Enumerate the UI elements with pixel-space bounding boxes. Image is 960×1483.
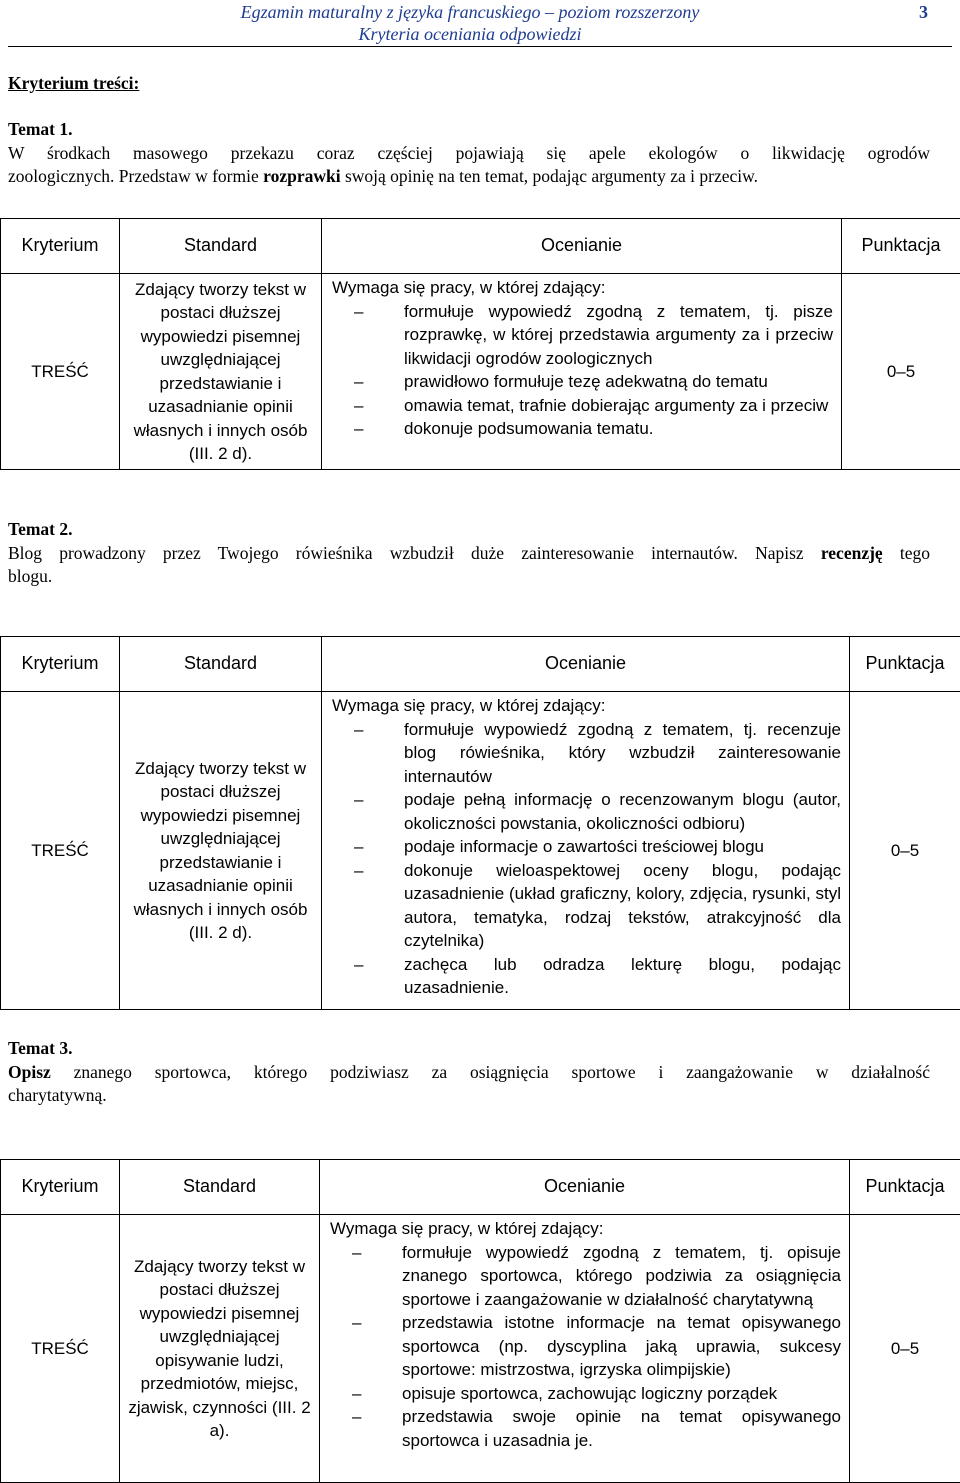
table-header-row: [1, 637, 960, 692]
exam-title: Egzamin maturalny z języka francuskiego – poziom rozszerzony: [240, 2, 700, 22]
requirement-item: – podaje pełną informację o recenzowanym blogu (autor, okoliczności powstania, okoliczności odbioru): [322, 788, 849, 835]
requirement-item: – formułuje wypowiedź zgodną z tematem, tj. opisuje znanego sportowca, którego podziwia za osiągnięcia sportowe i zaangażowanie w działalność charytatywną: [320, 1241, 849, 1312]
standard-cell: Zdający tworzy tekst w postaci dłuższej wypowiedzi pisemnej uwzględniającej przedstawianie i uzasadnianie opinii własnych i innych osób (III. 2 d).: [120, 274, 322, 470]
prompt-form-keyword: rozprawki: [263, 166, 341, 186]
requirement-item: – dokonuje podsumowania tematu.: [322, 417, 841, 441]
topic-3: [8, 1037, 930, 1108]
ocenianie-cell: [320, 1215, 850, 1483]
requirement-item: – podaje informacje o zawartości treściowej blogu: [322, 835, 849, 859]
topic-1: [8, 118, 930, 189]
prompt-text: znanego sportowca, którego podziwiasz za osiągnięcia sportowe i zaangażowanie w działalność: [50, 1061, 930, 1082]
kryterium-cell: TREŚĆ: [1, 692, 120, 1010]
topic-prompt-line: W środkach masowego przekazu coraz częściej pojawiają się apele ekologów o likwidację ogrodów: [8, 142, 930, 163]
requirements-list: [322, 300, 841, 441]
header-kryterium: Kryterium: [1, 219, 120, 274]
requirement-item: – formułuje wypowiedź zgodną z tematem, tj. recenzuje blog rówieśnika, który wzbudził zainteresowanie internautów: [322, 718, 849, 789]
requirement-item: – przedstawia istotne informacje na temat opisywanego sportowca (np. dyscyplina jaką uprawia, sukcesy sportowe: mistrzostwa, igrzyska olimpijskie): [320, 1311, 849, 1382]
prompt-form-keyword: recenzję: [820, 542, 883, 563]
prompt-text: zoologicznych. Przedstaw w formie: [8, 166, 264, 186]
header-divider: [8, 46, 952, 47]
table-header-row: [1, 1160, 960, 1215]
topic-prompt-line: [8, 542, 930, 566]
requirement-item: – formułuje wypowiedź zgodną z tematem, tj. pisze rozprawkę, w której przedstawia argumenty za i przeciw likwidacji ogrodów zoologicznych: [322, 300, 841, 371]
header-standard: Standard: [120, 1160, 320, 1215]
table-row: [1, 692, 960, 1010]
table-row: [1, 1215, 960, 1483]
requirement-item: – opisuje sportowca, zachowując logiczny porządek: [320, 1382, 849, 1406]
criterion-heading: Kryterium treści:: [8, 73, 140, 93]
page-header: [0, 0, 960, 46]
punktacja-cell: 0–5: [850, 692, 960, 1010]
criteria-table-2: [0, 636, 960, 1010]
punktacja-cell: 0–5: [842, 274, 960, 470]
kryterium-cell: TREŚĆ: [1, 1215, 120, 1483]
header-ocenianie: Ocenianie: [322, 219, 842, 274]
kryterium-cell: TREŚĆ: [1, 274, 120, 470]
standard-cell: Zdający tworzy tekst w postaci dłuższej wypowiedzi pisemnej uwzględniającej przedstawianie i uzasadnianie opinii własnych i innych osób (III. 2 d).: [120, 692, 322, 1010]
topic-title: Temat 3.: [8, 1038, 73, 1058]
requirement-item: – przedstawia swoje opinie na temat opisywanego sportowca i uzasadnia je.: [320, 1405, 849, 1452]
header-punktacja: Punktacja: [850, 1160, 960, 1215]
table-header-row: [1, 219, 960, 274]
topic-prompt-line: [8, 165, 930, 189]
header-standard: Standard: [120, 637, 322, 692]
requirement-item: – prawidłowo formułuje tezę adekwatną do tematu: [322, 370, 841, 394]
header-ocenianie: Ocenianie: [322, 637, 850, 692]
topic-title: Temat 1.: [8, 119, 73, 139]
prompt-text: tego: [882, 542, 930, 563]
requirements-list: [322, 718, 849, 1000]
requirements-intro: Wymaga się pracy, w której zdający:: [332, 278, 606, 297]
punktacja-cell: 0–5: [850, 1215, 960, 1483]
criteria-table-1: [0, 218, 960, 470]
page-number: 3: [919, 2, 928, 22]
topic-prompt-line: [8, 1061, 930, 1085]
ocenianie-cell: [322, 274, 842, 470]
criteria-table-3: [0, 1159, 960, 1483]
topic-prompt-line: blogu.: [8, 566, 53, 586]
prompt-form-keyword: Opisz: [8, 1061, 51, 1082]
header-punktacja: Punktacja: [842, 219, 960, 274]
topic-prompt-line: charytatywną.: [8, 1085, 107, 1105]
header-kryterium: Kryterium: [1, 1160, 120, 1215]
requirements-list: [320, 1241, 849, 1453]
requirements-intro: Wymaga się pracy, w której zdający:: [330, 1219, 604, 1238]
standard-cell: Zdający tworzy tekst w postaci dłuższej wypowiedzi pisemnej uwzględniającej opisywanie ludzi, przedmiotów, miejsc, zjawisk, czynności (III. 2 a).: [120, 1215, 320, 1483]
requirement-item: – omawia temat, trafnie dobierając argumenty za i przeciw: [322, 394, 841, 418]
prompt-text: Blog prowadzony przez Twojego rówieśnika wzbudził duże zainteresowanie internautów. Napisz: [8, 542, 821, 563]
exam-subtitle: Kryteria oceniania odpowiedzi: [358, 24, 582, 44]
topic-title: Temat 2.: [8, 519, 73, 539]
header-punktacja: Punktacja: [850, 637, 960, 692]
prompt-text: swoją opinię na ten temat, podając argumenty za i przeciw.: [340, 166, 759, 186]
topic-2: [8, 518, 930, 589]
table-row: [1, 274, 960, 470]
requirement-item: – zachęca lub odradza lekturę blogu, podając uzasadnienie.: [322, 953, 849, 1000]
requirements-intro: Wymaga się pracy, w której zdający:: [332, 696, 606, 715]
requirement-item: – dokonuje wieloaspektowej oceny blogu, podając uzasadnienie (układ graficzny, kolory, zdjęcia, rysunki, styl autora, tematyka, rodzaj tekstów, atrakcyjność dla czytelnika): [322, 859, 849, 953]
ocenianie-cell: [322, 692, 850, 1010]
header-kryterium: Kryterium: [1, 637, 120, 692]
header-ocenianie: Ocenianie: [320, 1160, 850, 1215]
header-standard: Standard: [120, 219, 322, 274]
